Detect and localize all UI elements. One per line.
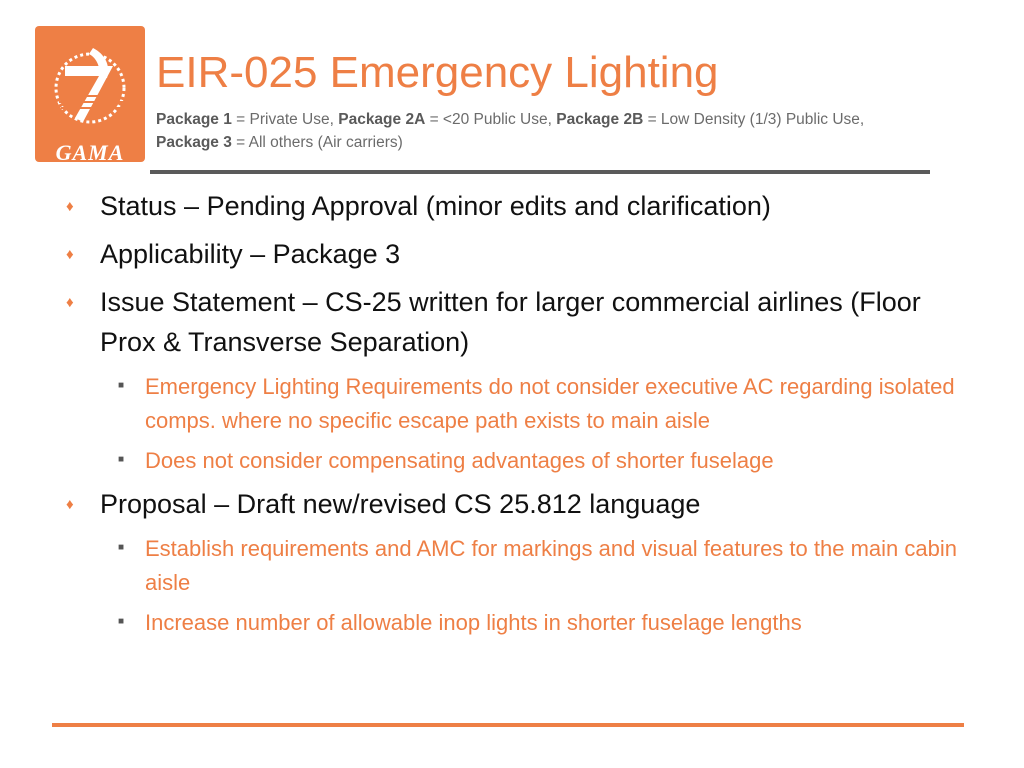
bullet-status bbox=[62, 186, 972, 226]
subtitle bbox=[156, 108, 946, 154]
package-2a-label: Package 2A bbox=[338, 111, 426, 128]
diamond-bullet-icon: ♦ bbox=[66, 246, 74, 263]
package-2b-label: Package 2B bbox=[556, 111, 644, 128]
sub-bullet-issue-1 bbox=[62, 370, 972, 438]
package-1-text: = Private Use, bbox=[231, 111, 339, 128]
bullet-proposal bbox=[62, 484, 972, 524]
page-title: EIR-025 Emergency Lighting bbox=[156, 48, 719, 97]
sub-bullet-proposal-2 bbox=[62, 606, 972, 640]
sub-bullet-proposal-1 bbox=[62, 532, 972, 600]
bullet-status-text: Status – Pending Approval (minor edits and clarification) bbox=[100, 191, 771, 221]
square-bullet-icon: ■ bbox=[118, 380, 125, 391]
gama-logo bbox=[35, 26, 145, 165]
diamond-bullet-icon: ♦ bbox=[66, 198, 74, 215]
bullet-applicability-text: Applicability – Package 3 bbox=[100, 239, 401, 269]
package-2a-text: = <20 Public Use, bbox=[425, 111, 557, 128]
sub-bullet-text: Does not consider compensating advantages of shorter fuselage bbox=[145, 448, 774, 473]
sub-bullet-issue-2 bbox=[62, 444, 972, 478]
title-divider bbox=[150, 170, 930, 174]
sub-bullet-text: Emergency Lighting Requirements do not consider executive AC regarding isolated comps. where no specific escape path exists to main aisle bbox=[145, 374, 955, 433]
diamond-bullet-icon: ♦ bbox=[66, 496, 74, 513]
bullet-list bbox=[62, 186, 972, 646]
diamond-bullet-icon: ♦ bbox=[66, 294, 74, 311]
bullet-proposal-text: Proposal – Draft new/revised CS 25.812 language bbox=[100, 489, 701, 519]
bullet-issue-text: Issue Statement – CS-25 written for larger commercial airlines (Floor Prox & Transverse Separation) bbox=[100, 287, 921, 357]
package-2b-text: = Low Density (1/3) Public Use, bbox=[643, 111, 865, 128]
sub-bullet-text: Increase number of allowable inop lights in shorter fuselage lengths bbox=[145, 610, 802, 635]
package-3-text: = All others (Air carriers) bbox=[231, 134, 403, 151]
bullet-applicability bbox=[62, 234, 972, 274]
bullet-issue bbox=[62, 282, 972, 362]
package-1-label: Package 1 bbox=[156, 111, 232, 128]
gama-logo-icon bbox=[35, 26, 145, 142]
square-bullet-icon: ■ bbox=[118, 454, 125, 465]
sub-bullet-text: Establish requirements and AMC for markings and visual features to the main cabin aisle bbox=[145, 536, 957, 595]
square-bullet-icon: ■ bbox=[118, 616, 125, 627]
footer-divider bbox=[52, 723, 964, 727]
logo-text: GAMA bbox=[55, 140, 125, 165]
square-bullet-icon: ■ bbox=[118, 542, 125, 553]
package-3-label: Package 3 bbox=[156, 134, 232, 151]
